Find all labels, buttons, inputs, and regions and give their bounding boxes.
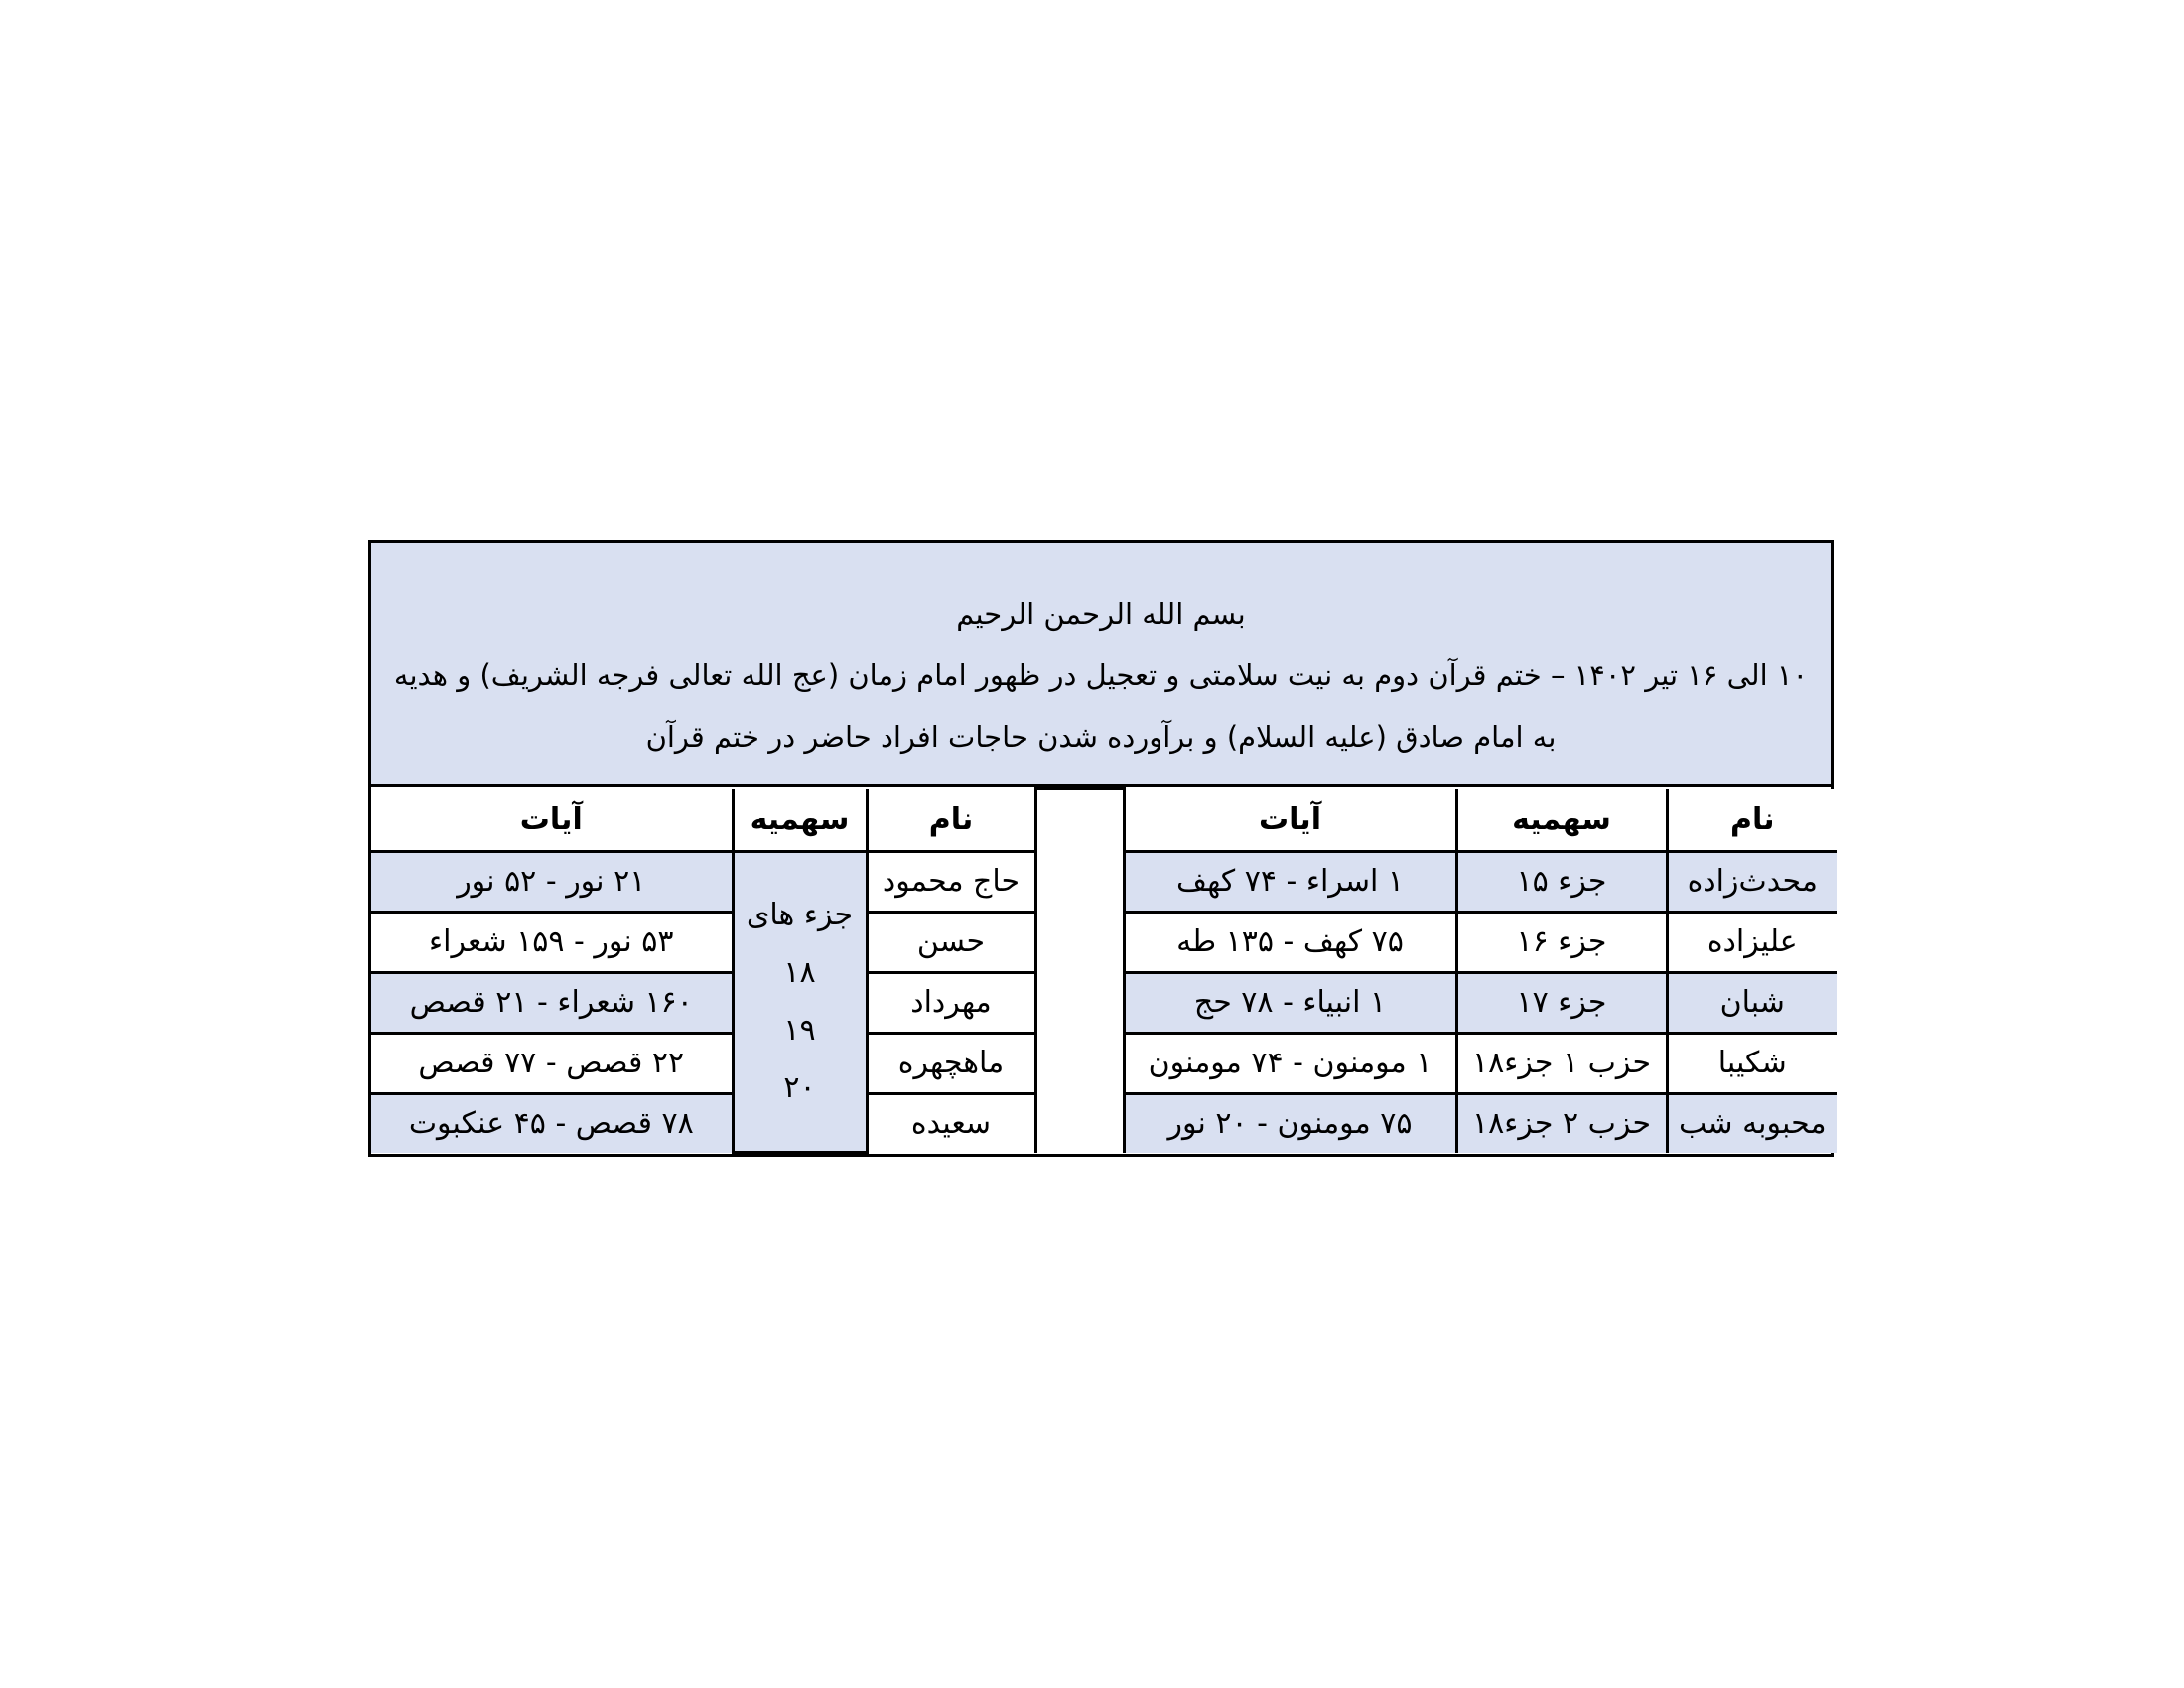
merged-share-juz: ۱۸: [783, 954, 816, 990]
reader-verses: ۱ انبیاء - ۷۸ حج: [1124, 972, 1456, 1033]
reader-share: جزء ۱۷: [1456, 972, 1667, 1033]
merged-share-juz: ۲۰: [783, 1069, 816, 1105]
reader-verses: ۵۳ نور - ۱۵۹ شعراء: [371, 912, 733, 972]
reader-name: سعیده: [867, 1093, 1035, 1153]
reader-verses: ۱ اسراء - ۷۴ کهف: [1124, 851, 1456, 912]
reader-name: شکیبا: [1667, 1033, 1837, 1093]
reader-name: حسن: [867, 912, 1035, 972]
reader-name: مهرداد: [867, 972, 1035, 1033]
reader-verses: ۲۲ قصص - ۷۷ قصص: [371, 1033, 733, 1093]
col-header-name-right: نام: [1667, 789, 1837, 852]
column-gap: [1035, 789, 1124, 1153]
column-header-row: [371, 789, 1837, 852]
reader-verses: ۷۵ مومنون - ۲۰ نور: [1124, 1093, 1456, 1153]
reader-share: حزب ۲ جزء۱۸: [1456, 1093, 1667, 1153]
khatm-table: [368, 540, 1834, 1157]
reader-verses: ۲۱ نور - ۵۲ نور: [371, 851, 733, 912]
header-line-2: به امام صادق (علیه السلام) و برآورده شدن حاجات افراد حاضر در ختم قرآن: [645, 720, 1557, 754]
reader-share: جزء ۱۶: [1456, 912, 1667, 972]
reader-name: حاج محمود: [867, 851, 1035, 912]
reader-name: ماهچهره: [867, 1033, 1035, 1093]
merged-share-label: جزء های: [746, 897, 854, 932]
col-header-verses-left: آیات: [371, 789, 733, 852]
reader-verses: ۱ مومنون - ۷۴ مومنون: [1124, 1033, 1456, 1093]
reader-name: محبوبه شب: [1667, 1093, 1837, 1153]
merged-share: [733, 851, 867, 1153]
merged-share-juz: ۱۹: [783, 1012, 816, 1048]
reader-name: محدث‌زاده: [1667, 851, 1837, 912]
table-header: [371, 543, 1831, 787]
col-header-share-left: سهمیه: [733, 789, 867, 852]
reader-share: جزء ۱۵: [1456, 851, 1667, 912]
reader-verses: ۱۶۰ شعراء - ۲۱ قصص: [371, 972, 733, 1033]
reader-share: حزب ۱ جزء۱۸: [1456, 1033, 1667, 1093]
assignment-table: [371, 787, 1837, 1154]
header-line-1: ۱۰ الی ۱۶ تیر ۱۴۰۲ – ختم قرآن دوم به نیت سلامتی و تعجیل در ظهور امام زمان (عج الله تعالی فرجه الشریف) و هدیه: [393, 658, 1809, 692]
col-header-verses-right: آیات: [1124, 789, 1456, 852]
reader-verses: ۷۵ کهف - ۱۳۵ طه: [1124, 912, 1456, 972]
reader-name: شبان: [1667, 972, 1837, 1033]
reader-name: علیزاده: [1667, 912, 1837, 972]
bismillah: بسم الله الرحمن الرحیم: [956, 597, 1246, 631]
col-header-share-right: سهمیه: [1456, 789, 1667, 852]
reader-verses: ۷۸ قصص - ۴۵ عنکبوت: [371, 1093, 733, 1153]
col-header-name-left: نام: [867, 789, 1035, 852]
